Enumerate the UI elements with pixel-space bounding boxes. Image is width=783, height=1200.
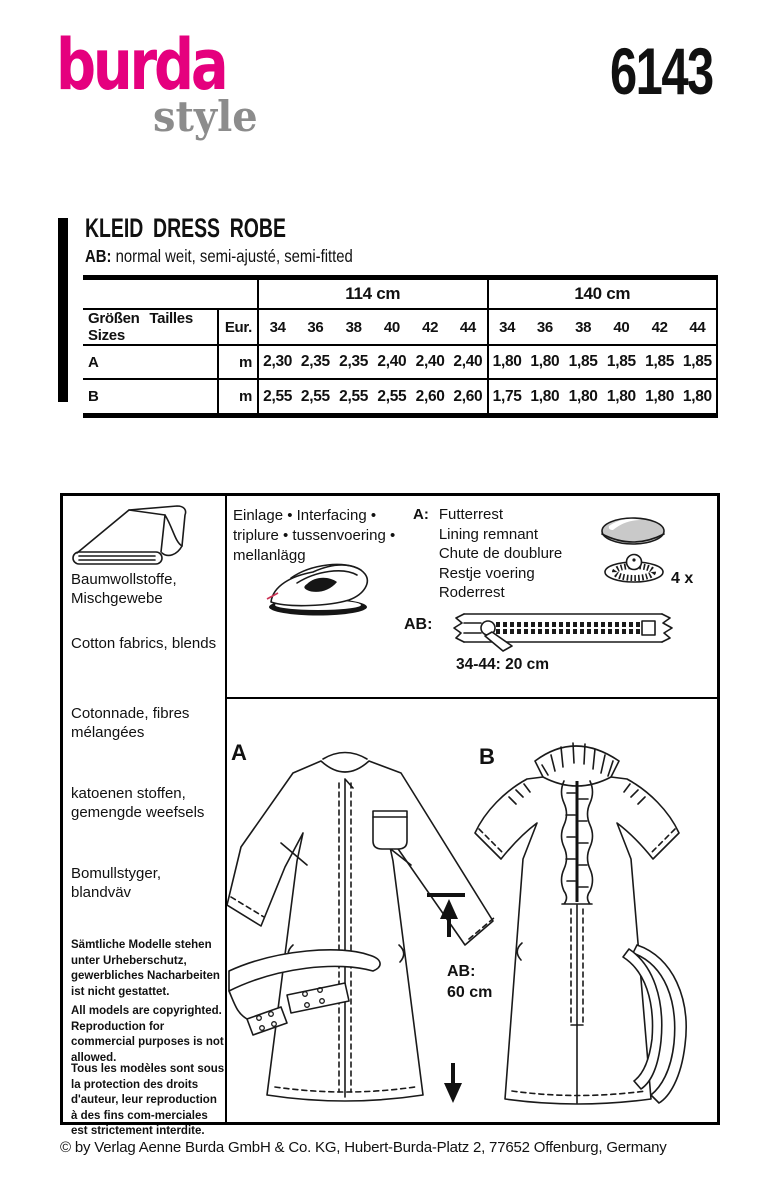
table-row-view-b: [83, 379, 717, 413]
view-row-label: B: [83, 379, 218, 413]
yardage-value: 2,30: [258, 345, 296, 379]
unit-header: Eur.: [218, 309, 258, 345]
yardage-value: 1,80: [488, 345, 526, 379]
sizes-header: Größen Tailles Sizes: [83, 309, 218, 345]
burda-logo: burda: [56, 24, 226, 106]
fit-text: normal weit, semi-ajusté, semi-fitted: [111, 246, 353, 266]
size-header: 42: [411, 309, 449, 345]
yardage-value: 1,85: [602, 345, 640, 379]
yardage-value: 2,55: [300, 387, 330, 405]
iron-icon: [261, 552, 377, 620]
zipper-icon: [448, 602, 680, 654]
view-a-label: A: [231, 740, 247, 765]
yardage-value: 2,40: [449, 345, 487, 379]
size-header: 40: [602, 309, 640, 345]
yardage-value: 1,80: [606, 387, 636, 405]
notion-item: Roderrest: [438, 584, 505, 601]
notion-item: Restje voering: [438, 564, 535, 582]
fabric-bolt-icon: [69, 500, 201, 572]
yardage-value: 2,55: [263, 387, 293, 405]
yardage-table: [83, 275, 718, 418]
yardage-value: 2,60: [415, 387, 445, 405]
materials-and-views-box: [60, 493, 720, 1137]
size-header: 42: [641, 309, 679, 345]
size-header: 36: [296, 309, 334, 345]
view-a-drawing: [227, 753, 495, 1102]
table-row-view-a: [83, 345, 717, 379]
fabric-note-nl: katoenen stoffen, gemengde weefsels: [71, 785, 205, 821]
title-accent-bar: [58, 218, 68, 402]
yardage-value: 2,40: [411, 345, 449, 379]
yardage-value: 1,80: [530, 387, 560, 405]
view-b-label: B: [479, 744, 495, 769]
view-ab-prefix: AB:: [404, 616, 433, 633]
view-a-items: [439, 505, 562, 603]
view-b-drawing: [475, 743, 686, 1104]
garment-title: KLEID DRESS ROBE: [85, 213, 286, 243]
size-header: 36: [526, 309, 564, 345]
fit-prefix: AB:: [85, 246, 112, 266]
notion-item: Chute de doublure: [438, 545, 563, 562]
interfacing-note: Einlage • Interfacing • triplure • tussenvoering • mellanlägg: [233, 507, 396, 564]
copyright-note-fr: Tous les modèles sont sous la protection des droits d'auteur, leur reproduction à des fins com-merciales est strictement interdite.: [71, 1063, 225, 1137]
table-row-sizes: [83, 309, 717, 345]
notion-item: Futterrest: [438, 506, 504, 523]
size-header: 40: [373, 309, 411, 345]
fabric-note-en: Cotton fabrics, blends: [71, 635, 217, 652]
size-header: 34: [258, 309, 296, 345]
view-a-prefix: A:: [413, 506, 429, 523]
table-row-width-groups: [83, 280, 717, 309]
snap-count: 4 x: [671, 570, 694, 587]
yardage-value: 1,80: [526, 345, 564, 379]
technical-drawings: [227, 699, 717, 1120]
yardage-value: 1,80: [568, 387, 598, 405]
unit-cell: m: [218, 345, 258, 379]
yardage-value: 1,80: [679, 379, 717, 413]
width-group-140: 140 cm: [488, 280, 718, 309]
copyright-note-de: Sämtliche Modelle stehen unter Urheberschutz, gewerbliches Nacharbeiten ist nicht gestattet.: [71, 939, 220, 998]
snap-fastener-icon: [596, 514, 674, 590]
yardage-value: 1,85: [641, 345, 679, 379]
fabric-note-fr: Cotonnade, fibres mélangées: [71, 705, 190, 741]
size-header: 44: [449, 309, 487, 345]
yardage-value: 1,80: [645, 387, 675, 405]
yardage-value: 2,60: [449, 379, 487, 413]
lengthen-shorten-icon: [427, 895, 465, 1103]
size-header: 44: [679, 309, 717, 345]
yardage-value: 2,55: [377, 387, 407, 405]
table-spacer-cell: [83, 280, 258, 309]
zipper-length-note: 34-44: 20 cm: [456, 656, 550, 673]
fit-description: [85, 246, 353, 267]
pattern-number: 6143: [610, 34, 713, 108]
size-header: 38: [335, 309, 373, 345]
length-note-value: 60 cm: [447, 984, 493, 1001]
burda-style-logo-sub: style: [153, 92, 258, 141]
view-a-notions: [413, 505, 562, 603]
notion-item: Lining remnant: [438, 525, 539, 543]
length-note-prefix: AB:: [447, 963, 476, 980]
yardage-value: 2,40: [373, 345, 411, 379]
copyright-note-en: All models are copyrighted. Reproduction for commercial purposes is not allowed.: [71, 1005, 224, 1064]
yardage-value: 1,85: [679, 345, 717, 379]
publisher-copyright: © by Verlag Aenne Burda GmbH & Co. KG, Hubert-Burda-Platz 2, 77652 Offenburg, Germany: [60, 1139, 667, 1156]
fabric-note-de: Baumwollstoffe, Mischgewebe: [71, 571, 177, 607]
yardage-value: 2,35: [296, 345, 334, 379]
yardage-value: 2,35: [335, 345, 373, 379]
fabric-note-sv: Bomullstyger, blandväv: [71, 865, 162, 901]
yardage-value: 2,55: [339, 387, 369, 405]
size-header: 34: [488, 309, 526, 345]
size-header: 38: [564, 309, 602, 345]
width-group-114: 114 cm: [258, 280, 488, 309]
unit-cell: m: [218, 379, 258, 413]
yardage-value: 1,75: [492, 387, 522, 405]
view-row-label: A: [83, 345, 218, 379]
yardage-value: 1,85: [564, 345, 602, 379]
